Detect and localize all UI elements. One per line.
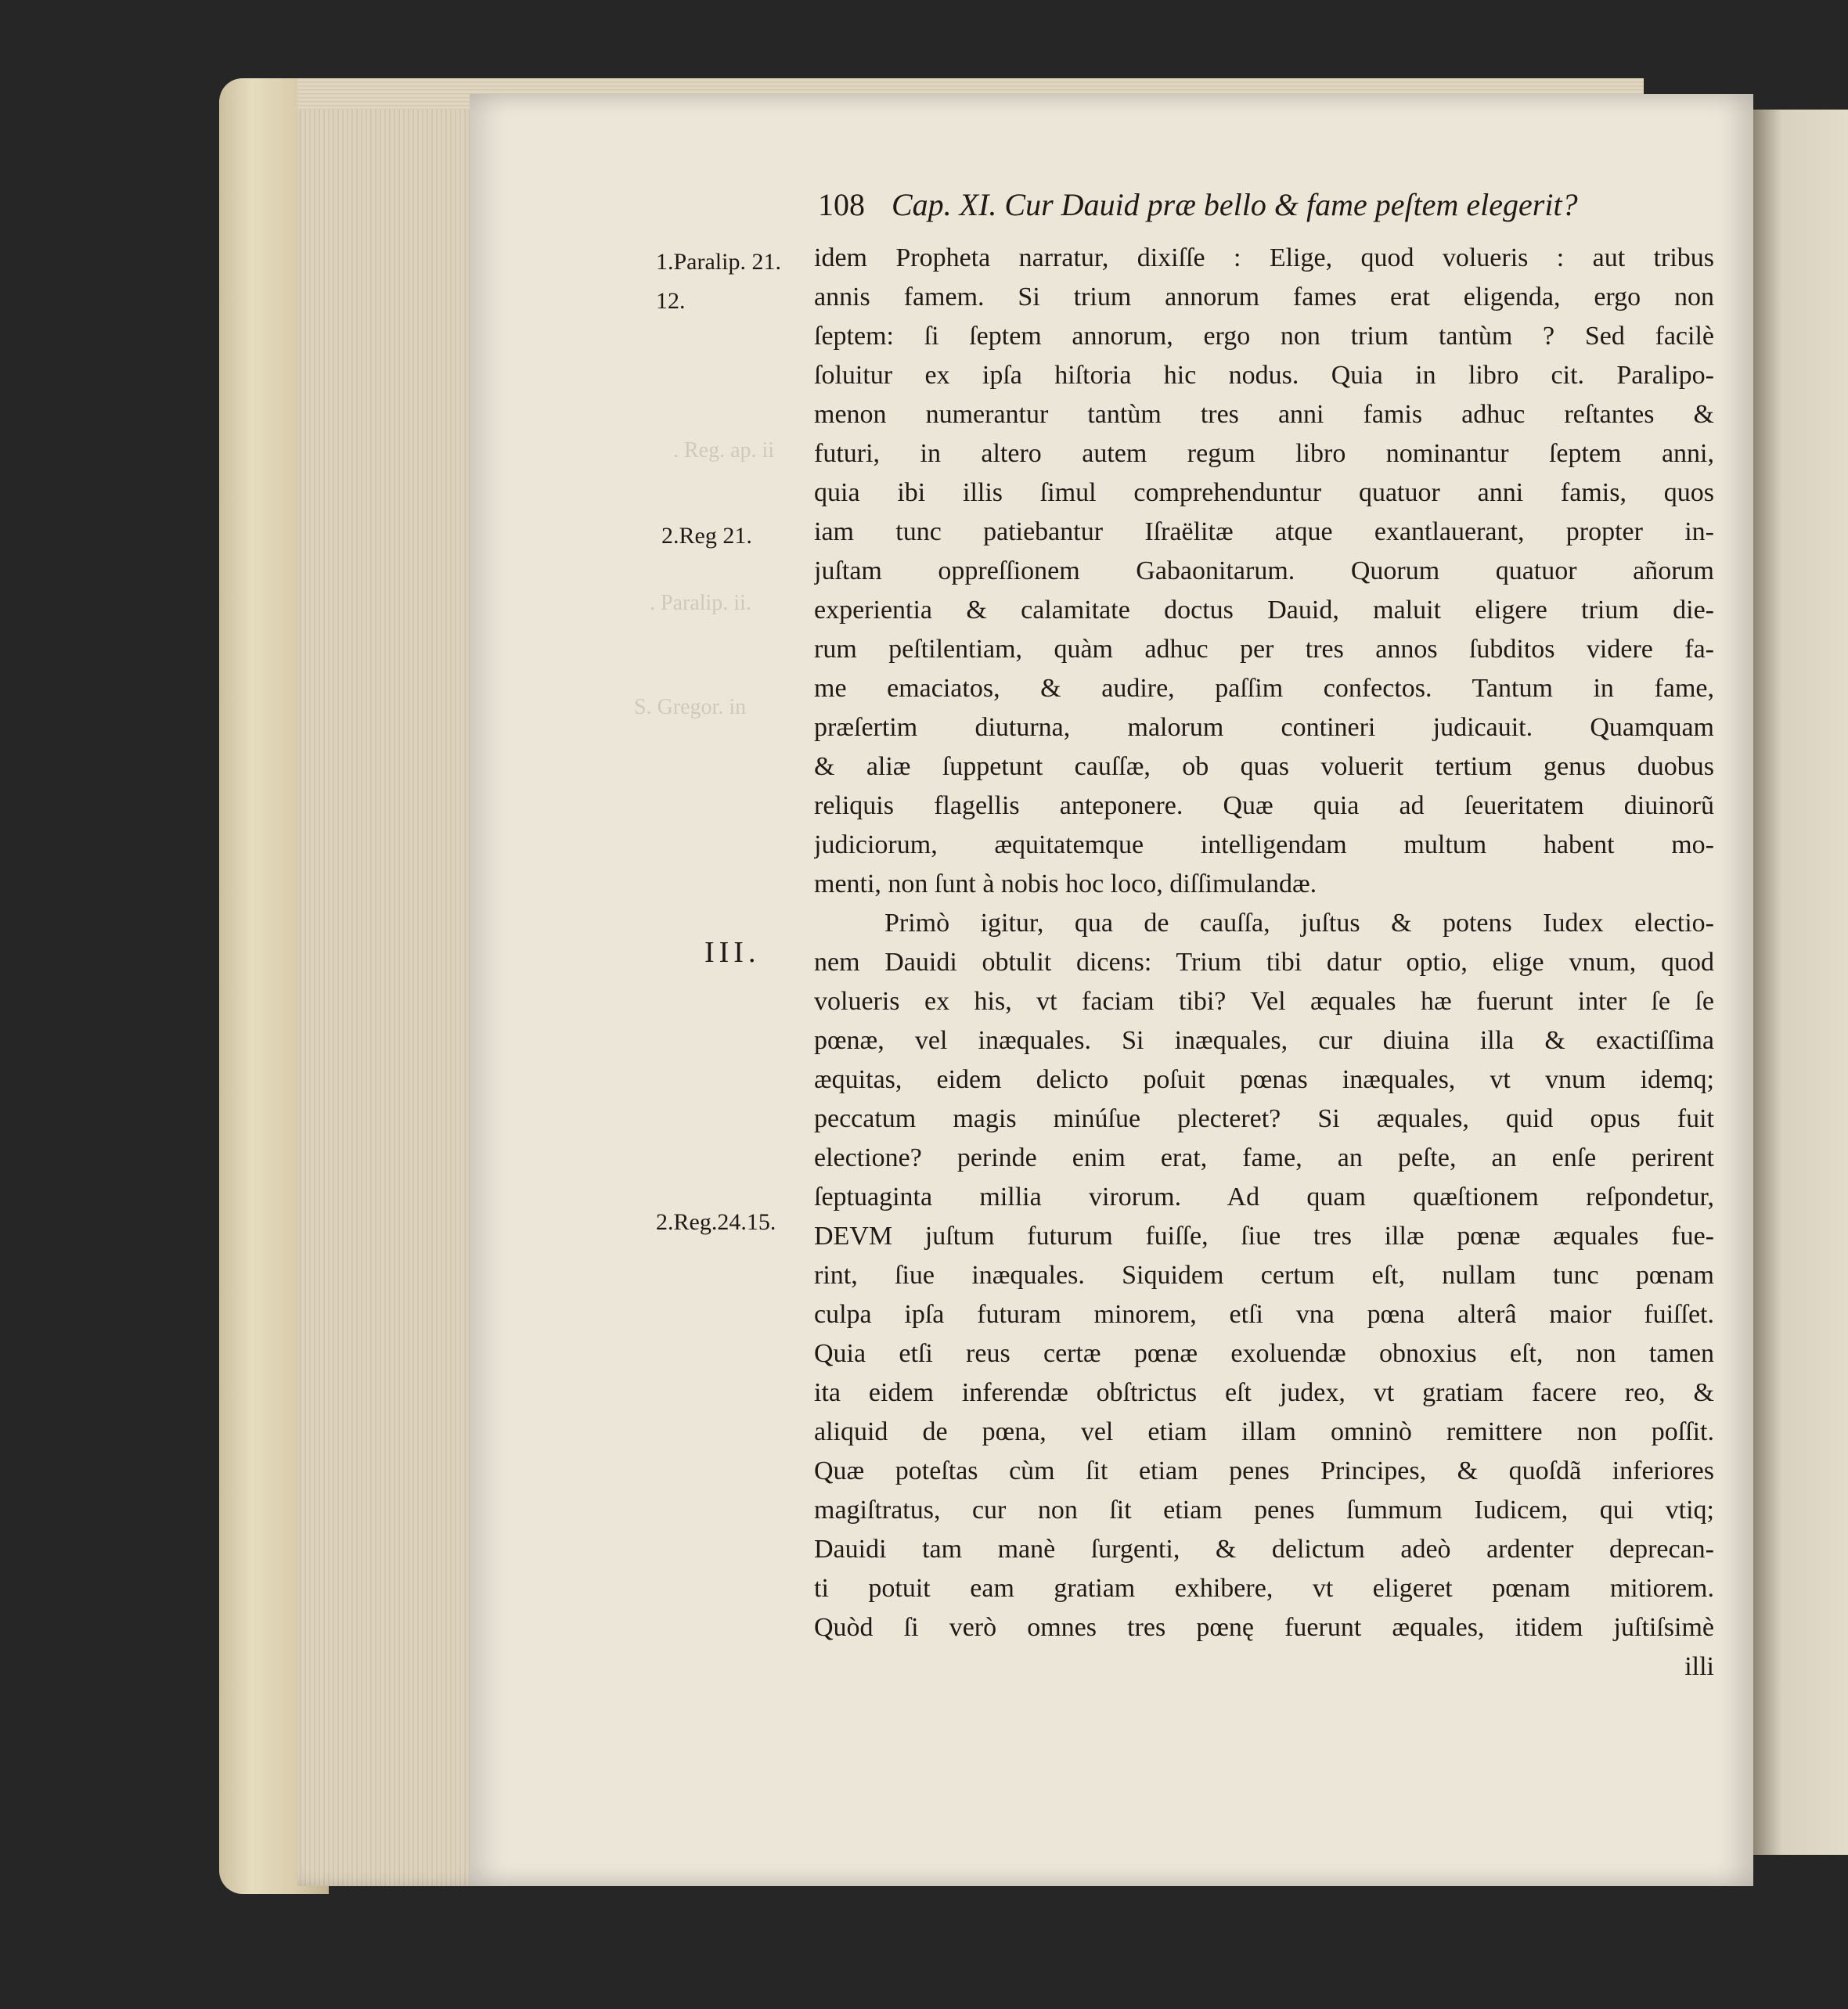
page-edges: [297, 86, 485, 1886]
text-line: Quæ poteſtas cùm ſit etiam penes Principes, & quoſdã inferiores: [814, 1456, 1714, 1485]
text-line: rum peſtilentiam, quàm adhuc per tres annos ſubditos videre fa-: [814, 635, 1714, 664]
text-line: juſtam oppreſſionem Gabaonitarum. Quorum quatuor añorum: [814, 556, 1714, 585]
show-through-text: . Paralip. ii.: [650, 591, 751, 615]
text-line: volueris ex his, vt faciam tibi? Vel æquales hæ fuerunt inter ſe ſe: [814, 987, 1714, 1016]
text-line: iam tunc patiebantur Iſraëlitæ atque exantlauerant, propter in-: [814, 517, 1714, 546]
show-through-text: S. Gregor. in: [634, 695, 747, 719]
text-line: electione? perinde enim erat, fame, an peſte, an enſe perirent: [814, 1143, 1714, 1172]
margin-note-paralip-verse: 12.: [656, 288, 686, 314]
text-line: ita eidem inferendæ obſtrictus eſt judex, vt gratiam facere reo, &: [814, 1378, 1714, 1407]
margin-note-paralip: 1.Paralip. 21.: [656, 249, 781, 275]
text-line: magiſtratus, cur non ſit etiam penes ſummum Iudicem, qui vtiq;: [814, 1496, 1714, 1525]
show-through-text: . Reg. ap. ii: [673, 438, 775, 463]
text-line: ſeptem: ſi ſeptem annorum, ergo non trium tantùm ? Sed facilè: [814, 322, 1714, 351]
text-line: præſertim diuturna, malorum contineri judicauit. Quamquam: [814, 713, 1714, 742]
text-line: experientia & calamitate doctus Dauid, maluit eligere trium die-: [814, 596, 1714, 625]
running-header: [818, 186, 1695, 223]
text-line: Quòd ſi verò omnes tres pœnę fuerunt æquales, itidem juſtiſsimè: [814, 1613, 1714, 1642]
margin-note-reg-24: 2.Reg.24.15.: [656, 1209, 776, 1235]
text-line: ſeptuaginta millia virorum. Ad quam quæſtionem reſpondetur,: [814, 1183, 1714, 1212]
section-number: III.: [704, 936, 761, 969]
text-line: aliquid de pœna, vel etiam illam omninò remittere non poſſit.: [814, 1417, 1714, 1446]
text-line: æquitas, eidem delicto poſuit pœnas inæquales, vt vnum idemq;: [814, 1065, 1714, 1094]
text-line: Primò igitur, qua de cauſſa, juſtus & potens Iudex electio-: [884, 909, 1714, 938]
text-line: annis famem. Si trium annorum fames erat eligenda, ergo non: [814, 283, 1714, 311]
margin-note-reg-21: 2.Reg 21.: [661, 523, 752, 549]
text-line: ti potuit eam gratiam exhibere, vt eligeret pœnam mitiorem.: [814, 1574, 1714, 1603]
text-line: peccatum magis minúſue plecteret? Si æquales, quid opus fuit: [814, 1104, 1714, 1133]
text-line: reliquis flagellis anteponere. Quæ quia ad ſeueritatem diuinorũ: [814, 791, 1714, 820]
text-line: judiciorum, æquitatemque intelligendam multum habent mo-: [814, 830, 1714, 859]
text-line: rint, ſiue inæquales. Siquidem certum eſt, nullam tunc pœnam: [814, 1261, 1714, 1290]
catchword: illi: [1684, 1652, 1714, 1681]
text-line: culpa ipſa futuram minorem, etſi vna pœna alterâ maior fuiſſet.: [814, 1300, 1714, 1329]
text-line: Dauidi tam manè ſurgenti, & delictum adeò ardenter deprecan-: [814, 1535, 1714, 1564]
text-line: DEVM juſtum futurum fuiſſe, ſiue tres illæ pœnæ æquales fue-: [814, 1222, 1714, 1251]
text-line: ſoluitur ex ipſa hiſtoria hic nodus. Quia in libro cit. Paralipo-: [814, 361, 1714, 390]
text-line: futuri, in altero autem regum libro nominantur ſeptem anni,: [814, 439, 1714, 468]
text-line: pœnæ, vel inæquales. Si inæquales, cur diuina illa & exactiſſima: [814, 1026, 1714, 1055]
text-line: idem Propheta narratur, dixiſſe : Elige, quod volueris : aut tribus: [814, 243, 1714, 272]
facing-page: [1753, 110, 1848, 1855]
text-line: quia ibi illis ſimul comprehenduntur quatuor anni famis, quos: [814, 478, 1714, 507]
body-text: [814, 239, 1714, 1687]
text-line: me emaciatos, & audire, paſſim confectos. Tantum in fame,: [814, 674, 1714, 703]
text-line: menon numerantur tantùm tres anni famis adhuc reſtantes &: [814, 400, 1714, 429]
text-line: Quia etſi reus certæ pœnæ exoluendæ obnoxius eſt, non tamen: [814, 1339, 1714, 1368]
running-head-title: Cap. XI. Cur Dauid præ bello & fame peſtem elegerit?: [892, 187, 1578, 222]
text-line: & aliæ ſuppetunt cauſſæ, ob quas voluerit tertium genus duobus: [814, 752, 1714, 781]
page-number: 108: [818, 187, 865, 222]
text-line: menti, non ſunt à nobis hoc loco, diſſimulandæ.: [814, 869, 1317, 898]
text-line: nem Dauidi obtulit dicens: Trium tibi datur optio, elige vnum, quod: [814, 948, 1714, 977]
